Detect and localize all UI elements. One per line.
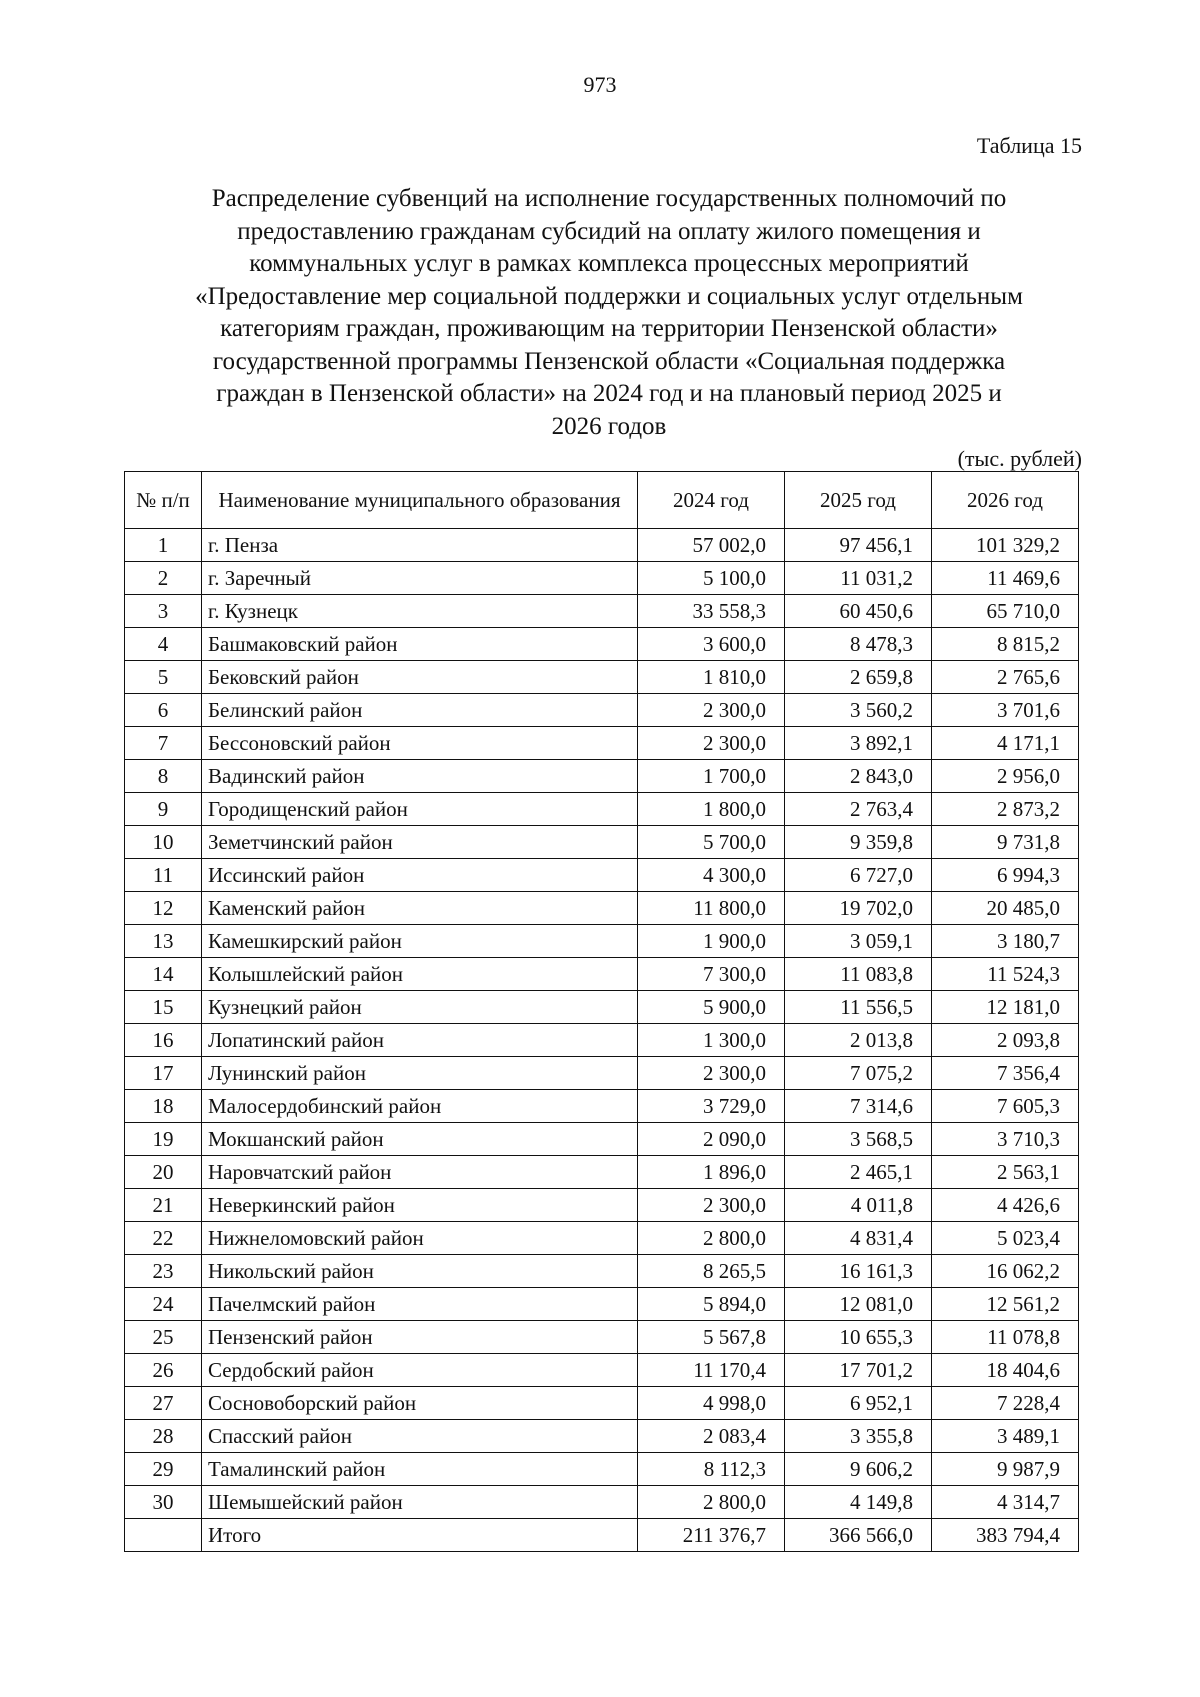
- cell-name: Колышлейский район: [202, 958, 638, 991]
- table-row: [125, 1057, 1079, 1090]
- cell-2026: 16 062,2: [932, 1255, 1079, 1288]
- cell-name: Мокшанский район: [202, 1123, 638, 1156]
- cell-2024: 8 112,3: [638, 1453, 785, 1486]
- cell-2026: 12 181,0: [932, 991, 1079, 1024]
- title-line: «Предоставление мер социальной поддержки и социальных услуг отдельным: [195, 282, 1023, 310]
- cell-name: г. Пенза: [202, 529, 638, 562]
- cell-num: 12: [125, 892, 202, 925]
- cell-2025: 9 606,2: [785, 1453, 932, 1486]
- cell-name: Лунинский район: [202, 1057, 638, 1090]
- cell-2025: 16 161,3: [785, 1255, 932, 1288]
- header-2025: 2025 год: [785, 472, 932, 529]
- cell-name: Пачелмский район: [202, 1288, 638, 1321]
- table-row: [125, 1420, 1079, 1453]
- cell-name: Тамалинский район: [202, 1453, 638, 1486]
- cell-name: Сердобский район: [202, 1354, 638, 1387]
- cell-2025: 3 892,1: [785, 727, 932, 760]
- cell-num: 2: [125, 562, 202, 595]
- subvention-table: [124, 471, 1079, 1552]
- cell-num: 4: [125, 628, 202, 661]
- cell-name: Башмаковский район: [202, 628, 638, 661]
- title-line: категориям граждан, проживающим на территории Пензенской области»: [220, 315, 998, 342]
- cell-2025: 3 059,1: [785, 925, 932, 958]
- title-line: 2026 годов: [551, 412, 667, 440]
- cell-2024: 8 265,5: [638, 1255, 785, 1288]
- cell-num: 29: [125, 1453, 202, 1486]
- cell-2024: 2 800,0: [638, 1222, 785, 1255]
- table-row: [125, 1222, 1079, 1255]
- cell-2024: 2 300,0: [638, 1057, 785, 1090]
- cell-num: 10: [125, 826, 202, 859]
- table-row: [125, 892, 1079, 925]
- cell-2024: 7 300,0: [638, 958, 785, 991]
- title-line: граждан в Пензенской области» на 2024 год и на плановый период 2025 и: [216, 380, 1002, 407]
- cell-2024: 3 600,0: [638, 628, 785, 661]
- cell-name: Бессоновский район: [202, 727, 638, 760]
- cell-name: Сосновоборский район: [202, 1387, 638, 1420]
- cell-2024: 211 376,7: [638, 1519, 785, 1552]
- cell-num: 25: [125, 1321, 202, 1354]
- cell-num: 15: [125, 991, 202, 1024]
- cell-2026: 18 404,6: [932, 1354, 1079, 1387]
- cell-2026: 3 701,6: [932, 694, 1079, 727]
- table-row: [125, 826, 1079, 859]
- cell-num: 17: [125, 1057, 202, 1090]
- cell-2026: 8 815,2: [932, 628, 1079, 661]
- cell-name: Пензенский район: [202, 1321, 638, 1354]
- table-row: [125, 628, 1079, 661]
- header-2024: 2024 год: [638, 472, 785, 529]
- table-row: [125, 1387, 1079, 1420]
- cell-2024: 2 300,0: [638, 727, 785, 760]
- cell-num: 11: [125, 859, 202, 892]
- cell-2024: 5 100,0: [638, 562, 785, 595]
- cell-2024: 57 002,0: [638, 529, 785, 562]
- table-row: [125, 1288, 1079, 1321]
- cell-2025: 11 556,5: [785, 991, 932, 1024]
- cell-name: Вадинский район: [202, 760, 638, 793]
- cell-2024: 2 090,0: [638, 1123, 785, 1156]
- cell-num: 9: [125, 793, 202, 826]
- title-line: предоставлению гражданам субсидий на оплату жилого помещения и: [237, 217, 981, 245]
- cell-2026: 7 356,4: [932, 1057, 1079, 1090]
- title-line: Распределение субвенций на исполнение государственных полномочий по: [211, 185, 1007, 212]
- cell-2024: 2 300,0: [638, 694, 785, 727]
- cell-2025: 4 149,8: [785, 1486, 932, 1519]
- cell-2025: 4 011,8: [785, 1189, 932, 1222]
- cell-2025: 11 083,8: [785, 958, 932, 991]
- cell-num: 23: [125, 1255, 202, 1288]
- cell-2026: 2 765,6: [932, 661, 1079, 694]
- cell-2026: 9 987,9: [932, 1453, 1079, 1486]
- cell-name: Неверкинский район: [202, 1189, 638, 1222]
- cell-name: Шемышейский район: [202, 1486, 638, 1519]
- table-row: [125, 694, 1079, 727]
- cell-num: 14: [125, 958, 202, 991]
- cell-2026: 20 485,0: [932, 892, 1079, 925]
- cell-num: 6: [125, 694, 202, 727]
- cell-2025: 2 013,8: [785, 1024, 932, 1057]
- cell-2026: 101 329,2: [932, 529, 1079, 562]
- cell-2024: 11 800,0: [638, 892, 785, 925]
- cell-2026: 3 489,1: [932, 1420, 1079, 1453]
- cell-num: 19: [125, 1123, 202, 1156]
- table-row: [125, 1255, 1079, 1288]
- cell-num: 20: [125, 1156, 202, 1189]
- cell-2026: 6 994,3: [932, 859, 1079, 892]
- cell-2024: 4 998,0: [638, 1387, 785, 1420]
- cell-name: Иссинский район: [202, 859, 638, 892]
- cell-num: 5: [125, 661, 202, 694]
- title-line: коммунальных услуг в рамках комплекса процессных мероприятий: [249, 250, 969, 277]
- title-line: государственной программы Пензенской области «Социальная поддержка: [212, 347, 1006, 375]
- cell-2024: 3 729,0: [638, 1090, 785, 1123]
- cell-2026: 2 093,8: [932, 1024, 1079, 1057]
- cell-2024: 5 700,0: [638, 826, 785, 859]
- table-label: Таблица 15: [976, 133, 1082, 158]
- table-row: [125, 859, 1079, 892]
- cell-2025: 2 465,1: [785, 1156, 932, 1189]
- cell-2024: 4 300,0: [638, 859, 785, 892]
- total-row: [125, 1519, 1079, 1552]
- cell-2025: 6 727,0: [785, 859, 932, 892]
- cell-2026: 3 710,3: [932, 1123, 1079, 1156]
- cell-2025: 60 450,6: [785, 595, 932, 628]
- cell-2026: 383 794,4: [932, 1519, 1079, 1552]
- cell-num: 27: [125, 1387, 202, 1420]
- cell-2025: 6 952,1: [785, 1387, 932, 1420]
- cell-2024: 1 896,0: [638, 1156, 785, 1189]
- cell-num: 8: [125, 760, 202, 793]
- units-note: (тыс. рублей): [957, 446, 1082, 471]
- cell-2024: 5 894,0: [638, 1288, 785, 1321]
- cell-2026: 2 873,2: [932, 793, 1079, 826]
- cell-2026: 4 426,6: [932, 1189, 1079, 1222]
- table-row: [125, 529, 1079, 562]
- page-number: 973: [583, 72, 617, 97]
- cell-2026: 12 561,2: [932, 1288, 1079, 1321]
- table-row: [125, 760, 1079, 793]
- cell-name: Наровчатский район: [202, 1156, 638, 1189]
- table-row: [125, 793, 1079, 826]
- cell-num: 13: [125, 925, 202, 958]
- cell-2024: 2 300,0: [638, 1189, 785, 1222]
- cell-2024: 2 800,0: [638, 1486, 785, 1519]
- cell-2026: 3 180,7: [932, 925, 1079, 958]
- cell-2025: 19 702,0: [785, 892, 932, 925]
- cell-num: 21: [125, 1189, 202, 1222]
- cell-num: 1: [125, 529, 202, 562]
- cell-num: [125, 1519, 202, 1552]
- table-row: [125, 1090, 1079, 1123]
- cell-2025: 2 763,4: [785, 793, 932, 826]
- cell-2025: 2 659,8: [785, 661, 932, 694]
- cell-name: Спасский район: [202, 1420, 638, 1453]
- cell-2026: 11 469,6: [932, 562, 1079, 595]
- table-header-row: [125, 472, 1079, 529]
- cell-2024: 1 900,0: [638, 925, 785, 958]
- table-row: [125, 958, 1079, 991]
- cell-2026: 4 171,1: [932, 727, 1079, 760]
- cell-2025: 4 831,4: [785, 1222, 932, 1255]
- cell-name: Нижнеломовский район: [202, 1222, 638, 1255]
- table-row: [125, 1156, 1079, 1189]
- cell-2026: 5 023,4: [932, 1222, 1079, 1255]
- cell-num: 30: [125, 1486, 202, 1519]
- cell-name: г. Заречный: [202, 562, 638, 595]
- cell-name: Камешкирский район: [202, 925, 638, 958]
- cell-2024: 11 170,4: [638, 1354, 785, 1387]
- cell-2024: 33 558,3: [638, 595, 785, 628]
- table-row: [125, 1486, 1079, 1519]
- cell-2024: 1 800,0: [638, 793, 785, 826]
- table-row: [125, 991, 1079, 1024]
- table-row: [125, 1189, 1079, 1222]
- cell-2026: 7 605,3: [932, 1090, 1079, 1123]
- header-2026: 2026 год: [932, 472, 1079, 529]
- table-row: [125, 1354, 1079, 1387]
- cell-2025: 3 560,2: [785, 694, 932, 727]
- cell-name: Каменский район: [202, 892, 638, 925]
- document-title: [140, 183, 1078, 443]
- cell-2025: 2 843,0: [785, 760, 932, 793]
- cell-num: 28: [125, 1420, 202, 1453]
- cell-2025: 97 456,1: [785, 529, 932, 562]
- cell-2025: 7 314,6: [785, 1090, 932, 1123]
- cell-2025: 366 566,0: [785, 1519, 932, 1552]
- table-row: [125, 1453, 1079, 1486]
- cell-2026: 9 731,8: [932, 826, 1079, 859]
- cell-num: 3: [125, 595, 202, 628]
- cell-2026: 2 956,0: [932, 760, 1079, 793]
- cell-2025: 10 655,3: [785, 1321, 932, 1354]
- cell-2026: 4 314,7: [932, 1486, 1079, 1519]
- cell-2024: 2 083,4: [638, 1420, 785, 1453]
- cell-2026: 65 710,0: [932, 595, 1079, 628]
- table-row: [125, 562, 1079, 595]
- cell-2025: 17 701,2: [785, 1354, 932, 1387]
- table-row: [125, 727, 1079, 760]
- table-row: [125, 661, 1079, 694]
- table-row: [125, 595, 1079, 628]
- cell-name: Белинский район: [202, 694, 638, 727]
- cell-2025: 3 355,8: [785, 1420, 932, 1453]
- table-row: [125, 1321, 1079, 1354]
- cell-name: Земетчинский район: [202, 826, 638, 859]
- cell-2025: 3 568,5: [785, 1123, 932, 1156]
- cell-2026: 2 563,1: [932, 1156, 1079, 1189]
- cell-2026: 11 524,3: [932, 958, 1079, 991]
- cell-2025: 8 478,3: [785, 628, 932, 661]
- table-body: [125, 529, 1079, 1552]
- cell-2024: 1 700,0: [638, 760, 785, 793]
- cell-2026: 7 228,4: [932, 1387, 1079, 1420]
- table-row: [125, 1024, 1079, 1057]
- cell-name: Лопатинский район: [202, 1024, 638, 1057]
- cell-2026: 11 078,8: [932, 1321, 1079, 1354]
- cell-2024: 1 810,0: [638, 661, 785, 694]
- cell-2024: 5 567,8: [638, 1321, 785, 1354]
- table-row: [125, 925, 1079, 958]
- cell-name: Городищенский район: [202, 793, 638, 826]
- cell-2024: 1 300,0: [638, 1024, 785, 1057]
- header-num: № п/п: [125, 472, 202, 529]
- cell-num: 7: [125, 727, 202, 760]
- cell-2025: 12 081,0: [785, 1288, 932, 1321]
- cell-name: Бековский район: [202, 661, 638, 694]
- cell-2025: 9 359,8: [785, 826, 932, 859]
- cell-num: 22: [125, 1222, 202, 1255]
- header-name: Наименование муниципального образования: [202, 472, 638, 529]
- cell-name: г. Кузнецк: [202, 595, 638, 628]
- cell-name: Никольский район: [202, 1255, 638, 1288]
- cell-2025: 11 031,2: [785, 562, 932, 595]
- cell-num: 24: [125, 1288, 202, 1321]
- cell-num: 16: [125, 1024, 202, 1057]
- cell-name: Кузнецкий район: [202, 991, 638, 1024]
- cell-2024: 5 900,0: [638, 991, 785, 1024]
- cell-num: 18: [125, 1090, 202, 1123]
- cell-num: 26: [125, 1354, 202, 1387]
- table-row: [125, 1123, 1079, 1156]
- cell-name: Малосердобинский район: [202, 1090, 638, 1123]
- cell-2025: 7 075,2: [785, 1057, 932, 1090]
- cell-name: Итого: [202, 1519, 638, 1552]
